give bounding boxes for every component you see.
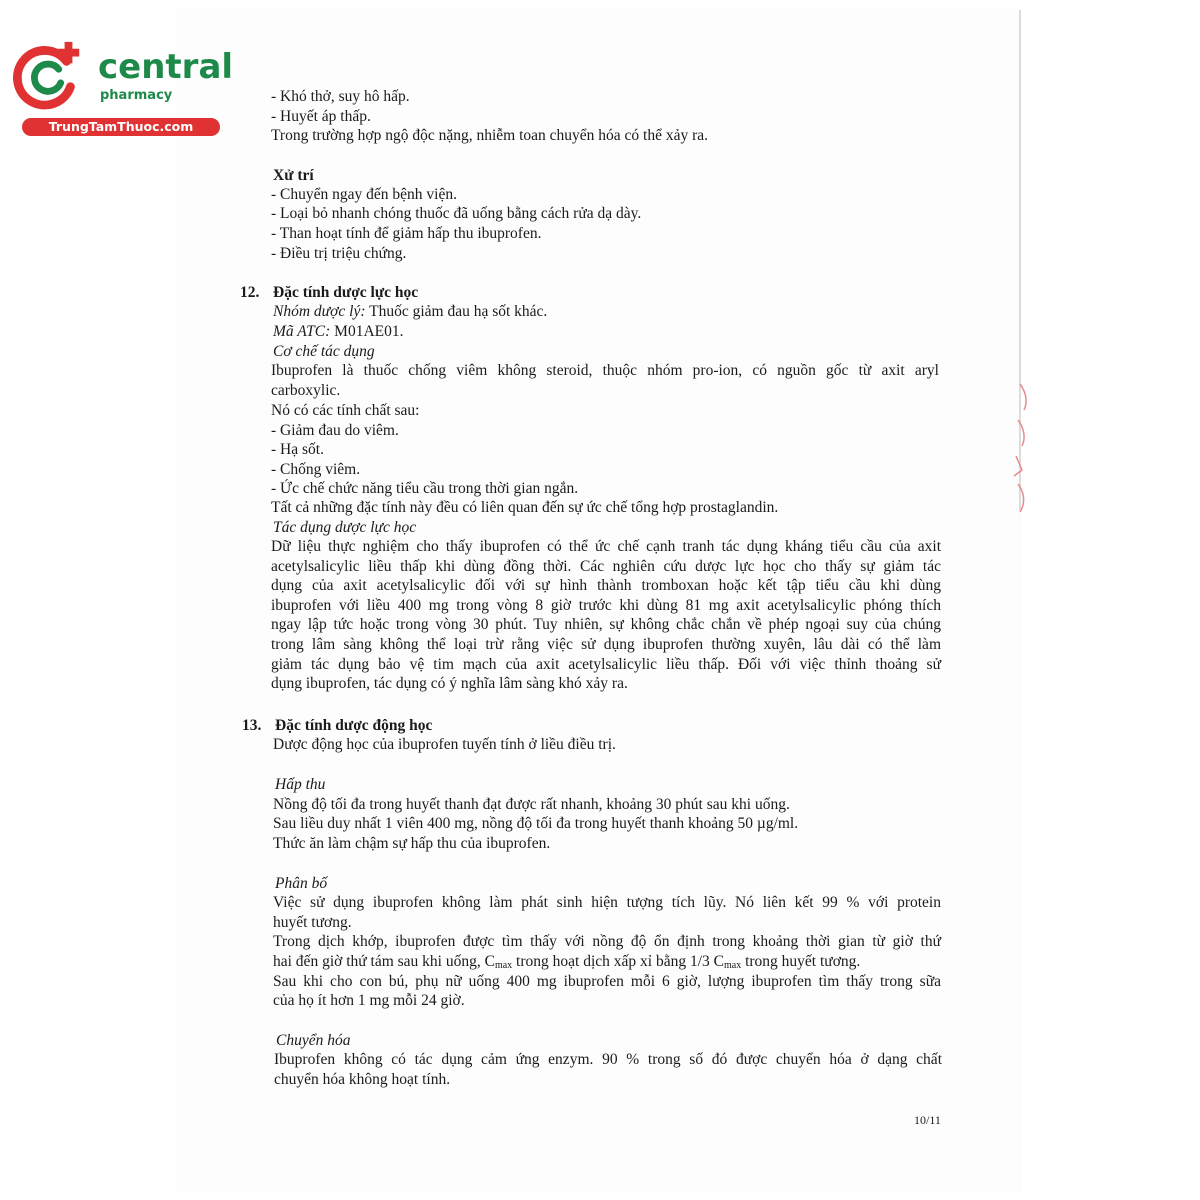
- text-fragment: trong huyết tương.: [741, 953, 861, 970]
- text-line: Nó có các tính chất sau:: [271, 402, 420, 419]
- section-heading: Đặc tính dược lực học: [273, 284, 419, 301]
- section-number: 12.: [240, 284, 260, 301]
- label: Mã ATC:: [273, 323, 331, 340]
- list-item: - Chống viêm.: [271, 461, 361, 478]
- text-line: Ibuprofen không có tác dụng cảm ứng enzym. 90 % trong số đó được chuyển hóa ở dạng chất: [274, 1051, 942, 1068]
- text-line: carboxylic.: [271, 382, 341, 399]
- pharmacy-cross-icon: [10, 38, 88, 116]
- text-line: Sau khi cho con bú, phụ nữ uống 400 mg ibuprofen mỗi 6 giờ, lượng ibuprofen tìm thấy trong sữa: [273, 973, 941, 990]
- text-line: Tất cả những đặc tính này đều có liên quan đến sự ức chế tổng hợp prostaglandin.: [271, 499, 779, 516]
- central-pharmacy-logo[interactable]: [10, 38, 234, 138]
- text-line: Dữ liệu thực nghiệm cho thấy ibuprofen có thể ức chế cạnh tranh tác dụng kháng tiểu cầu của axit: [271, 538, 941, 555]
- stamp-mark: [1006, 380, 1036, 520]
- text-line: chuyển hóa không hoạt tính.: [274, 1071, 451, 1088]
- text-line: trong lâm sàng không thể loại trừ rằng việc sử dụng ibuprofen thường xuyên, lâu dài có thể làm: [271, 636, 941, 653]
- subheading: Hấp thu: [275, 776, 326, 793]
- text-line: - Khó thở, suy hô hấp.: [271, 88, 410, 105]
- text-line: [273, 953, 860, 975]
- text-line: Sau liều duy nhất 1 viên 400 mg, nồng độ tối đa trong huyết thanh khoảng 50 µg/ml.: [273, 815, 799, 832]
- text-fragment: trong hoạt dịch xấp xỉ bằng 1/3 C: [512, 953, 724, 970]
- text-line: của họ ít hơn 1 mg mỗi 24 giờ.: [273, 992, 465, 1009]
- text-line: Việc sử dụng ibuprofen không làm phát sinh hiện tượng tích lũy. Nó liên kết 99 % với protein: [273, 894, 941, 911]
- list-item: - Than hoạt tính để giảm hấp thu ibuprofen.: [271, 225, 542, 242]
- text-line: acetylsalicylic liều thấp khi dùng đồng thời. Các nghiên cứu dược lực học cho thấy sự giảm tác: [271, 558, 941, 575]
- value: Thuốc giảm đau hạ sốt khác.: [369, 303, 548, 320]
- subheading: Tác dụng dược lực học: [273, 519, 417, 536]
- text-line: Trong dịch khớp, ibuprofen được tìm thấy với nồng độ ổn định trong khoảng thời gian từ giờ thứ: [273, 933, 941, 950]
- text-fragment: hai đến giờ thứ tám sau khi uống, C: [273, 953, 495, 970]
- list-item: - Điều trị triệu chứng.: [271, 245, 407, 262]
- logo-website: TrungTamThuoc.com: [22, 118, 220, 136]
- text-line: dụng của axit acetylsalicylic đối với sự hình thành tromboxan hoặc kết tập tiểu cầu khi dùng: [271, 577, 941, 594]
- text-line: giảm tác dụng bảo vệ tim mạch của axit acetylsalicylic liều thấp. Đối với việc thỉnh thoảng sử: [271, 656, 941, 673]
- logo-brand: central: [98, 47, 234, 87]
- subheading: Chuyển hóa: [276, 1032, 351, 1049]
- list-item: - Loại bỏ nhanh chóng thuốc đã uống bằng cách rửa dạ dày.: [271, 205, 642, 222]
- text-line: Ibuprofen là thuốc chống viêm không steroid, thuộc nhóm pro-ion, có nguồn gốc từ axit aryl: [271, 362, 939, 379]
- list-item: - Ức chế chức năng tiểu cầu trong thời gian ngắn.: [271, 480, 579, 497]
- subscript: max: [723, 960, 742, 971]
- list-item: - Giảm đau do viêm.: [271, 422, 399, 439]
- logo-subtitle: pharmacy: [100, 88, 173, 103]
- section-number: 13.: [242, 717, 262, 734]
- label: Nhóm dược lý:: [273, 303, 366, 320]
- text-line: [273, 303, 547, 321]
- page-number: 10/11: [914, 1113, 941, 1127]
- section-heading: Xử trí: [273, 167, 314, 184]
- value: M01AE01.: [334, 323, 404, 340]
- text-line: dụng ibuprofen, tác dụng có ý nghĩa lâm sàng khó xảy ra.: [271, 675, 628, 692]
- list-item: - Hạ sốt.: [271, 441, 324, 458]
- subscript: max: [494, 960, 513, 971]
- text-line: ngay lập tức hoặc trong vòng 30 phút. Tuy nhiên, sự không chắc chắn về phép ngoại suy của chúng: [271, 616, 941, 633]
- text-line: ibuprofen với liều 400 mg trong vòng 8 giờ trước khi dùng 81 mg axit acetylsalicylic phóng thích: [271, 597, 941, 614]
- text-line: [273, 323, 403, 341]
- subheading: Phân bố: [275, 875, 328, 892]
- subheading: Cơ chế tác dụng: [273, 343, 375, 360]
- list-item: - Chuyển ngay đến bệnh viện.: [271, 186, 457, 203]
- text-line: - Huyết áp thấp.: [271, 108, 371, 125]
- text-line: Dược động học của ibuprofen tuyến tính ở liều điều trị.: [273, 736, 616, 753]
- text-line: Thức ăn làm chậm sự hấp thu của ibuprofen.: [273, 835, 551, 852]
- text-line: Nồng độ tối đa trong huyết thanh đạt được rất nhanh, khoảng 30 phút sau khi uống.: [273, 796, 790, 813]
- section-heading: Đặc tính dược động học: [275, 717, 433, 734]
- text-line: Trong trường hợp ngộ độc nặng, nhiễm toan chuyển hóa có thể xảy ra.: [271, 127, 709, 144]
- text-line: huyết tương.: [273, 914, 352, 931]
